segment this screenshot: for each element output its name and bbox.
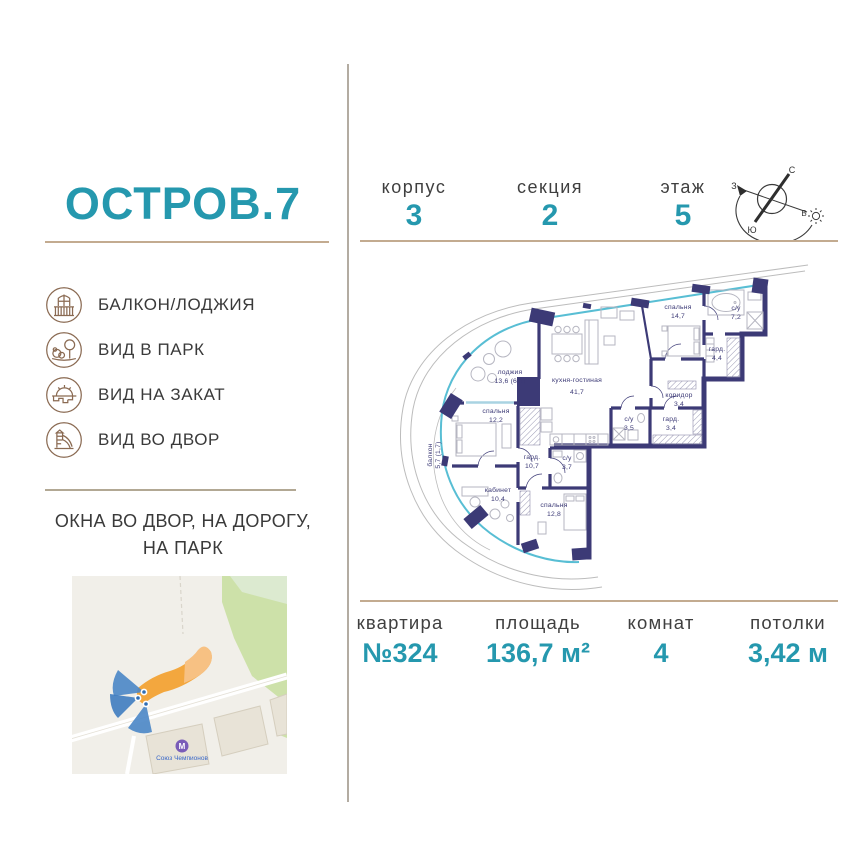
windows-note — [35, 508, 331, 562]
header-building — [359, 177, 469, 233]
room-wardrobe-3-4: гард. — [662, 416, 680, 423]
rooms-value: 4 — [653, 638, 669, 668]
location-map[interactable] — [72, 576, 287, 774]
ceiling-label: потолки — [750, 612, 826, 633]
feature-sunset-view — [45, 372, 335, 417]
ceiling-value: 3,42 м — [747, 638, 829, 668]
logo-underline — [45, 241, 329, 243]
room-kitchen-living: кухня-гостиная — [552, 377, 602, 384]
feature-list — [45, 282, 335, 462]
svg-text:13,6 (6,8): 13,6 (6,8) — [494, 378, 526, 385]
svg-text:10,4: 10,4 — [490, 496, 506, 503]
room-bath-3-5: с/у — [624, 416, 634, 423]
flat-number-label: квартира — [356, 612, 444, 633]
header-underline — [360, 240, 838, 242]
room-wardrobe-10-7: гард. — [523, 454, 541, 461]
svg-text:41,7: 41,7 — [569, 389, 585, 396]
section-value: 2 — [541, 199, 559, 232]
room-bath-7-2: с/у — [731, 305, 741, 312]
feature-balcony — [45, 282, 335, 327]
building-value: 3 — [405, 199, 423, 232]
flat-number-value: №324 — [362, 638, 438, 668]
feature-label: ВИД НА ЗАКАТ — [98, 384, 226, 404]
room-loggia: лоджия — [497, 369, 523, 376]
svg-text:4,4: 4,4 — [711, 355, 723, 362]
svg-text:3,5: 3,5 — [623, 425, 635, 432]
section-label: секция — [517, 177, 583, 197]
vertical-divider — [347, 64, 349, 802]
svg-text:14,7: 14,7 — [670, 313, 686, 320]
stat-area — [468, 612, 608, 669]
svg-text:3,4: 3,4 — [673, 401, 685, 408]
stat-flat-number — [330, 612, 470, 669]
svg-text:5,7 (1,7): 5,7 (1,7) — [435, 441, 442, 469]
courtyard-view-icon — [45, 421, 83, 459]
compass-south: Ю — [747, 225, 757, 235]
room-study: кабинет — [484, 487, 512, 494]
windows-note-line2: НА ПАРК — [142, 538, 224, 558]
brand-logo: ОСТРОВ.7 — [64, 178, 302, 229]
stat-ceiling — [718, 612, 858, 669]
room-corridor: коридор — [665, 392, 693, 399]
svg-text:3,7: 3,7 — [561, 464, 573, 471]
svg-text:12,8: 12,8 — [546, 511, 562, 518]
feature-park-view — [45, 327, 335, 372]
compass-icon — [725, 163, 829, 241]
feature-label: БАЛКОН/ЛОДЖИЯ — [98, 294, 256, 314]
balcony-icon — [45, 286, 83, 324]
room-bedroom-14-7: спальня — [664, 304, 692, 311]
svg-text:7,2: 7,2 — [730, 314, 742, 321]
stats-topline — [360, 600, 838, 602]
room-bath-3-7: с/у — [562, 455, 572, 462]
area-value: 136,7 м² — [485, 638, 591, 668]
rooms-label: комнат — [627, 612, 695, 633]
compass-west: З — [731, 181, 737, 191]
sidebar-divider — [45, 489, 296, 491]
room-bedroom-12-8: спальня — [540, 502, 568, 509]
sunset-view-icon — [45, 376, 83, 414]
feature-label: ВИД В ПАРК — [98, 339, 205, 359]
area-label: площадь — [495, 612, 581, 633]
feature-label: ВИД ВО ДВОР — [98, 429, 220, 449]
svg-text:10,7: 10,7 — [524, 463, 540, 470]
metro-label: Союз Чемпионов — [156, 755, 208, 762]
floor-label: этаж — [660, 177, 706, 197]
room-wardrobe-4-4: гард. — [708, 346, 726, 353]
floor-value: 5 — [674, 199, 692, 232]
compass-north: С — [788, 165, 796, 175]
park-view-icon — [45, 331, 83, 369]
header-floor — [628, 177, 738, 233]
header-section — [495, 177, 605, 233]
svg-text:12,2: 12,2 — [488, 417, 504, 424]
stat-rooms — [591, 612, 731, 669]
building-label: корпус — [381, 177, 447, 197]
floor-plan[interactable] — [368, 248, 840, 600]
windows-note-line1: ОКНА ВО ДВОР, НА ДОРОГУ, — [54, 511, 312, 531]
room-bedroom-12-2: спальня — [482, 408, 510, 415]
room-balcony: балкон — [427, 443, 434, 467]
compass-east: В — [801, 209, 807, 218]
metro-letter: М — [178, 742, 186, 751]
feature-courtyard-view — [45, 417, 335, 462]
svg-text:3,4: 3,4 — [665, 425, 677, 432]
